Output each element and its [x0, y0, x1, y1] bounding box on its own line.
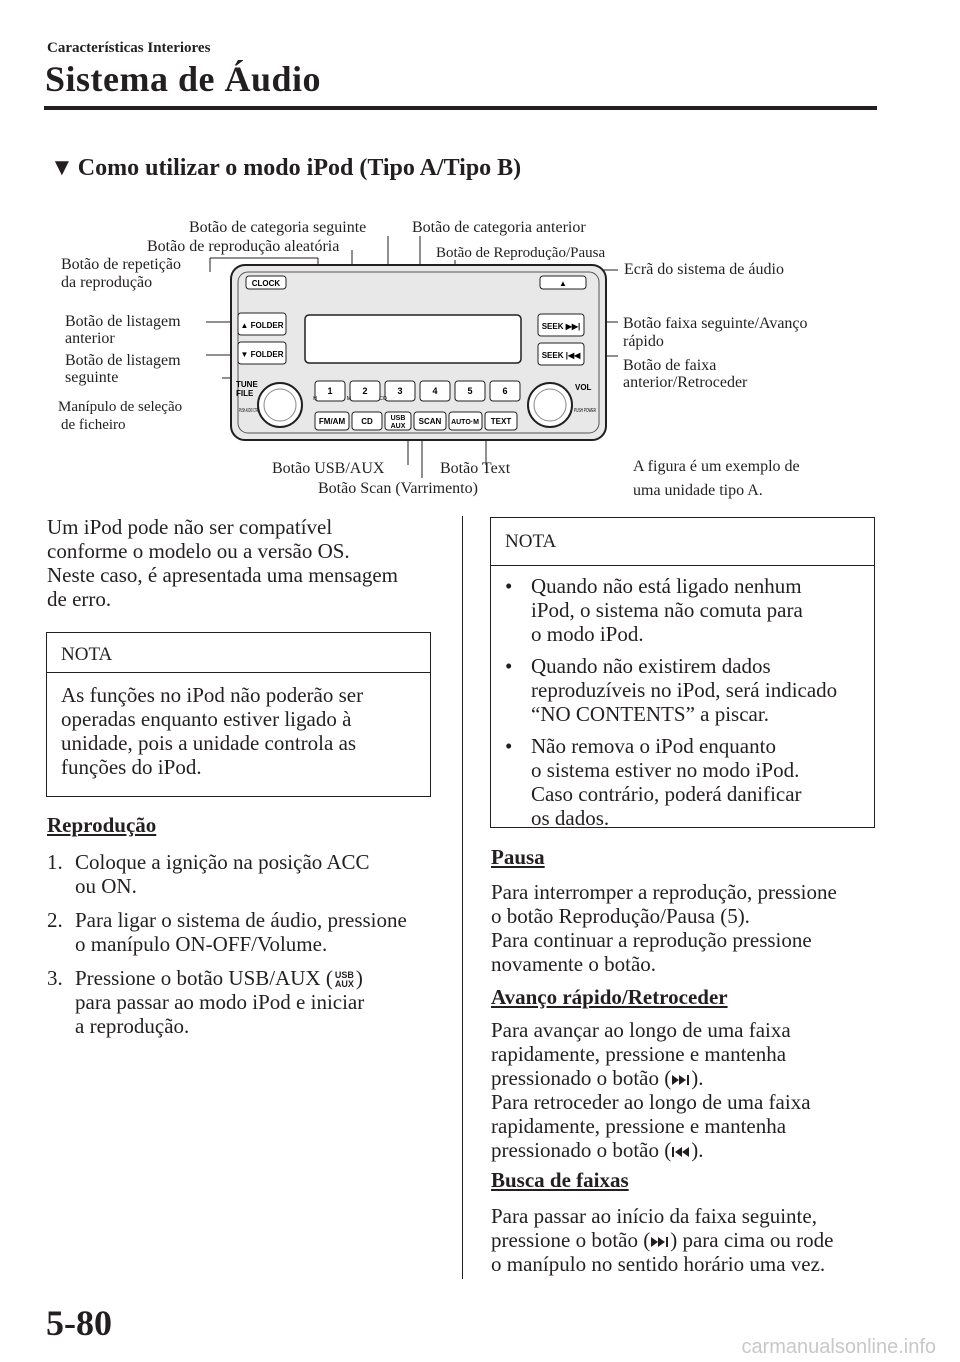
label-track-prev-1: Botão de faixa: [623, 357, 717, 374]
label-text: Botão Text: [440, 460, 511, 477]
busca-text: pressione o botão (: [491, 1228, 651, 1252]
preset-sub-m: M: [346, 396, 352, 402]
bullet-line: iPod, o sistema não comuta para: [531, 598, 803, 622]
label-screen: Ecrã do sistema de áudio: [624, 261, 784, 278]
preset-5: 5: [467, 386, 473, 396]
page-title: Sistema de Áudio: [45, 59, 322, 99]
intro-line: Neste caso, é apresentada uma mensagem: [47, 563, 399, 587]
page-number: 5-80: [46, 1303, 112, 1343]
label-list-prev-1: Botão de listagem: [65, 313, 181, 330]
busca-text: ) para cima ou rode: [670, 1228, 834, 1252]
bullet-dot-icon: •: [505, 734, 513, 758]
pausa-paragraph: [491, 880, 891, 976]
label-list-next-2: seguinte: [65, 369, 119, 386]
step-line: ou ON.: [75, 874, 137, 898]
step-line: Para ligar o sistema de áudio, pressione: [75, 908, 407, 932]
bullet-line: Quando não está ligado nenhum: [531, 574, 802, 598]
note-box-left: [46, 632, 431, 797]
note-heading: NOTA: [491, 518, 874, 566]
avanco-text: ).: [691, 1066, 704, 1090]
label-file-knob-1: Manípulo de seleção: [58, 399, 183, 415]
note-body: [47, 673, 430, 789]
preset-3: 3: [397, 386, 403, 396]
watermark: carmanualsonline.info: [741, 1336, 936, 1358]
cd-button: CD: [361, 417, 373, 426]
busca-paragraph: [491, 1204, 901, 1276]
volume-knob: [528, 383, 572, 427]
avanco-paragraph: [491, 1018, 891, 1162]
folder-down-button: ▼ FOLDER: [240, 350, 284, 359]
preset-sub-h: H: [313, 396, 317, 402]
section-title-text: Como utilizar o modo iPod (Tipo A/Tipo B): [77, 155, 522, 181]
note-line: unidade, pois a unidade controla as: [61, 731, 357, 755]
subheading-avanco: Avanço rápido/Retroceder: [491, 985, 728, 1009]
bullet-line: os dados.: [531, 806, 610, 830]
avanco-line: Para retroceder ao longo de uma faixa: [491, 1090, 811, 1114]
note-line: operadas enquanto estiver ligado à: [61, 707, 352, 731]
step-line: para passar ao modo iPod e iniciar: [75, 990, 365, 1014]
usb-aux-icon: [335, 971, 354, 989]
note-body: [491, 566, 874, 848]
avanco-text: ).: [691, 1138, 704, 1162]
busca-line: o manípulo no sentido horário uma vez.: [491, 1252, 826, 1276]
column-divider: [462, 516, 463, 1279]
step-number: 1.: [47, 850, 63, 874]
label-list-next-1: Botão de listagem: [65, 352, 181, 369]
label-track-next-2: rápido: [623, 333, 664, 350]
pausa-line: novamente o botão.: [491, 952, 657, 976]
label-usb-aux: Botão USB/AUX: [272, 460, 385, 477]
steps-list: [47, 850, 447, 1048]
preset-sub-co: CO: [379, 396, 387, 402]
pausa-line: o botão Reprodução/Pausa (5).: [491, 904, 750, 928]
intro-line: de erro.: [47, 587, 112, 611]
label-list-prev-2: anterior: [65, 330, 115, 347]
note-line: funções do iPod.: [61, 755, 202, 779]
vol-label: VOL: [575, 383, 592, 392]
label-cat-next: Botão de categoria seguinte: [189, 219, 367, 236]
seek-up-button: SEEK ▶▶|: [541, 322, 581, 331]
label-track-prev-2: anterior/Retroceder: [623, 374, 748, 391]
diagram-caption-1: A figura é um exemplo de: [633, 458, 800, 475]
usb-button-label: USB: [390, 415, 406, 422]
subheading-reproducao: Reprodução: [47, 813, 157, 837]
bullet-line: reproduzíveis no iPod, será indicado: [531, 678, 838, 702]
note-bullet: [505, 654, 860, 726]
step-line-text: Pressione o botão USB/AUX (: [75, 966, 333, 990]
step-item: [47, 908, 447, 956]
busca-line: [491, 1228, 901, 1252]
bullet-line: Quando não existirem dados: [531, 654, 771, 678]
label-repeat-1: Botão de repetição: [61, 256, 181, 273]
avanco-line: rapidamente, pressione e mantenha: [491, 1114, 787, 1138]
label-play-pause: Botão de Reprodução/Pausa: [436, 245, 606, 261]
diagram-caption-2: uma unidade tipo A.: [633, 482, 763, 499]
section-title: [50, 155, 521, 182]
label-track-next-1: Botão faixa seguinte/Avanço: [623, 315, 808, 332]
skip-forward-icon: [650, 1235, 670, 1249]
intro-line: conforme o modelo ou a versão OS.: [47, 539, 350, 563]
seek-down-button: SEEK |◀◀: [541, 351, 581, 360]
label-file-knob-2: de ficheiro: [61, 417, 126, 433]
clock-button: CLOCK: [251, 279, 281, 288]
bullet-dot-icon: •: [505, 574, 513, 598]
avanco-text: pressionado o botão (: [491, 1138, 672, 1162]
pausa-line: Para interromper a reprodução, pressione: [491, 880, 837, 904]
note-bullet: [505, 734, 860, 830]
preset-6: 6: [502, 386, 508, 396]
avanco-line: [491, 1066, 891, 1090]
step-item: [47, 966, 447, 1038]
file-label: FILE: [236, 389, 254, 398]
step-item: [47, 850, 447, 898]
note-bullet: [505, 574, 860, 646]
bullet-line: o modo iPod.: [531, 622, 644, 646]
eject-icon: ▲: [559, 279, 567, 288]
step-line-end: ): [355, 966, 363, 990]
tune-label: TUNE: [236, 380, 258, 389]
label-cat-prev: Botão de categoria anterior: [412, 219, 586, 236]
bullet-line: Não remova o iPod enquanto: [531, 734, 776, 758]
step-number: 2.: [47, 908, 63, 932]
bullet-line: Caso contrário, poderá danificar: [531, 782, 802, 806]
header-rule: [44, 106, 877, 110]
subheading-busca: Busca de faixas: [491, 1168, 629, 1192]
tune-knob: [258, 383, 302, 427]
avanco-text: pressionado o botão (: [491, 1066, 672, 1090]
preset-4: 4: [432, 386, 438, 396]
usb-icon-text: USB: [334, 970, 354, 981]
bullet-line: “NO CONTENTS” a piscar.: [531, 702, 769, 726]
bullet-line: o sistema estiver no modo iPod.: [531, 758, 800, 782]
avanco-line: Para avançar ao longo de uma faixa: [491, 1018, 791, 1042]
note-line: As funções no iPod não poderão ser: [61, 683, 364, 707]
step-line: [75, 966, 364, 990]
aux-icon-text: AUX: [334, 979, 354, 990]
note-box-right: [490, 517, 875, 828]
avanco-line: rapidamente, pressione e mantenha: [491, 1042, 787, 1066]
busca-line: Para passar ao início da faixa seguinte,: [491, 1204, 817, 1228]
aux-button-label: AUX: [390, 423, 406, 430]
push-power-label: PUSH POWER: [574, 408, 597, 414]
text-button: TEXT: [490, 417, 512, 426]
push-audio-label: PUSH AUDIO CTRL: [239, 408, 260, 414]
preset-1: 1: [327, 386, 333, 396]
chapter-label: Características Interiores: [47, 40, 211, 56]
intro-paragraph: [47, 515, 447, 611]
label-scan: Botão Scan (Varrimento): [318, 480, 478, 497]
step-number: 3.: [47, 966, 63, 990]
skip-forward-icon: [671, 1073, 691, 1087]
intro-line: Um iPod pode não ser compatível: [47, 515, 333, 539]
step-line: a reprodução.: [75, 1014, 190, 1038]
avanco-line: [491, 1138, 891, 1162]
scan-button: SCAN: [418, 417, 442, 426]
subheading-pausa: Pausa: [491, 845, 545, 869]
folder-up-button: ▲ FOLDER: [240, 321, 284, 330]
preset-2: 2: [362, 386, 368, 396]
skip-back-icon: [671, 1145, 691, 1159]
step-line: o manípulo ON-OFF/Volume.: [75, 932, 328, 956]
step-line: Coloque a ignição na posição ACC: [75, 850, 370, 874]
bullet-dot-icon: •: [505, 654, 513, 678]
triangle-down-icon: ▼: [50, 155, 74, 181]
label-shuffle: Botão de reprodução aleatória: [147, 238, 340, 255]
pausa-line: Para continuar a reprodução pressione: [491, 928, 812, 952]
auto-m-button: AUTO·M: [451, 419, 479, 426]
note-heading: NOTA: [47, 633, 430, 673]
fm-am-button: FM/AM: [318, 417, 346, 426]
label-repeat-2: da reprodução: [61, 274, 153, 291]
